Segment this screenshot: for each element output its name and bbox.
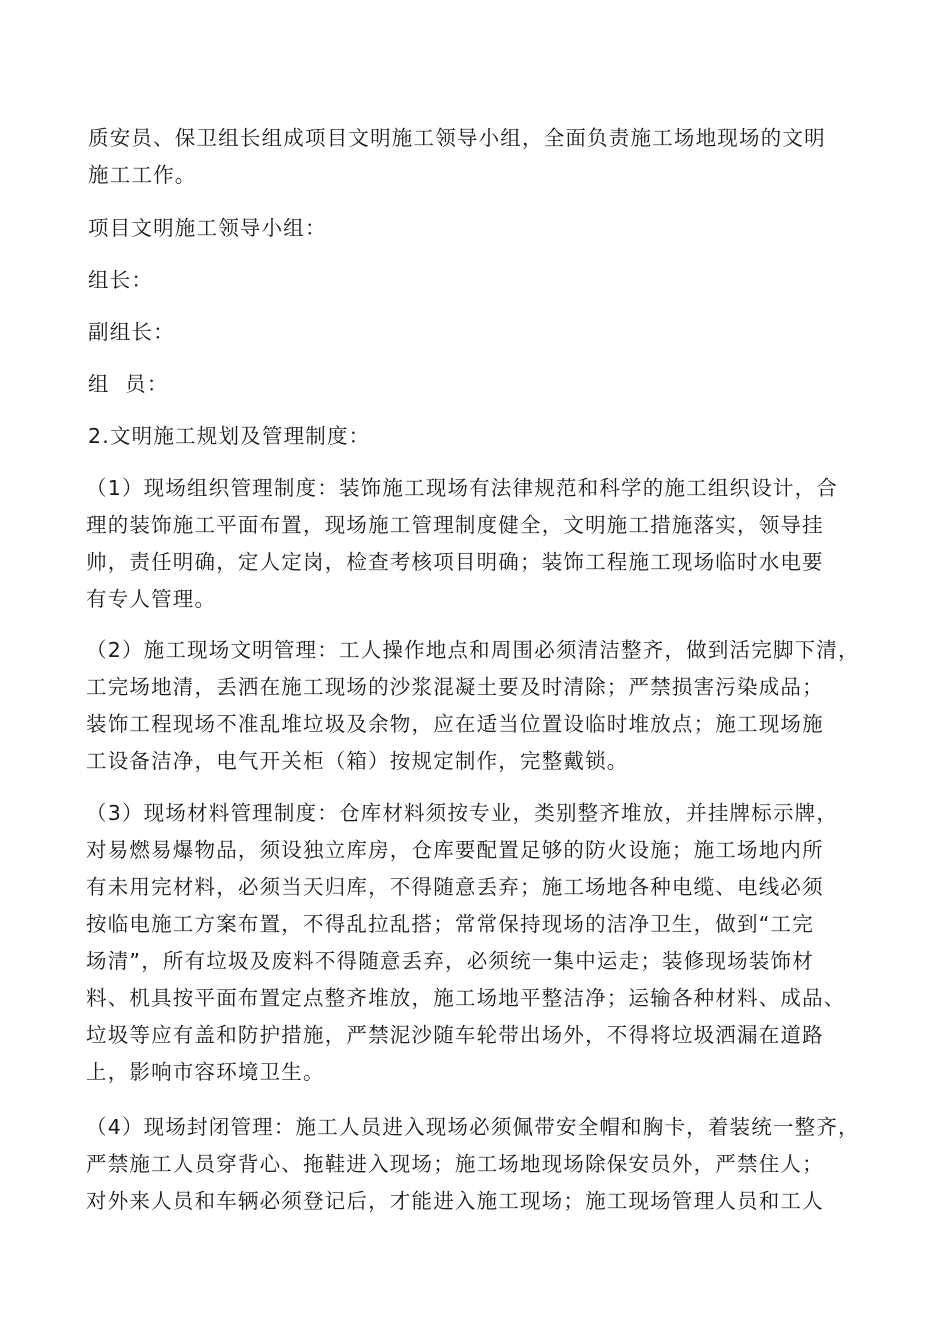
- text-line: 质安员、保卫组长组成项目文明施工领导小组，全面负责施工场地现场的文明: [88, 126, 826, 150]
- text-line: 上，影响市容环境卫生。: [86, 1060, 325, 1084]
- paragraph-rule-4: [86, 1109, 876, 1220]
- text-line: 按临电施工方案布置，不得乱拉乱搭；常常保持现场的洁净卫生，做到“工完: [86, 912, 814, 936]
- paragraph-rule-1: [86, 470, 876, 618]
- text-line: （1）现场组织管理制度：装饰施工现场有法律规范和科学的施工组织设计，合: [86, 476, 839, 500]
- text-line: 装饰工程现场不准乱堆垃圾及余物，应在适当位置设临时堆放点；施工现场施: [86, 712, 824, 736]
- text-line: （2）施工现场文明管理：工人操作地点和周围必须清洁整齐，做到活完脚下清，: [86, 638, 860, 662]
- paragraph-leadership-group-title: [88, 210, 878, 247]
- text-line: 组长：: [88, 268, 154, 292]
- text-line: 项目文明施工领导小组：: [88, 216, 327, 240]
- text-line: （4）现场封闭管理：施工人员进入现场必须佩带安全帽和胸卡，着装统一整齐，: [86, 1115, 860, 1139]
- text-line: 对易燃易爆物品，须设独立库房，仓库要配置足够的防火设施；施工场地内所: [86, 838, 824, 862]
- text-line: （3）现场材料管理制度：仓库材料须按专业，类别整齐堆放，并挂牌标示牌，: [86, 801, 839, 825]
- paragraph-members: [88, 366, 878, 403]
- text-line: 对外来人员和车辆必须登记后，才能进入施工现场；施工现场管理人员和工人: [86, 1189, 824, 1213]
- paragraph-rule-3: [86, 795, 876, 1091]
- text-line: 组 员：: [88, 372, 169, 396]
- text-line: 有专人管理。: [86, 587, 217, 611]
- text-line: 场清”，所有垃圾及废料不得随意丢弃，必须统一集中运走；装修现场装饰材: [86, 949, 814, 973]
- paragraph-deputy-leader: [88, 314, 878, 351]
- text-line: 严禁施工人员穿背心、拖鞋进入现场；施工场地现场除保安员外，严禁住人；: [86, 1152, 824, 1176]
- section-heading: [88, 418, 878, 455]
- text-line: 垃圾等应有盖和防护措施，严禁泥沙随车轮带出场外，不得将垃圾洒漏在道路: [86, 1023, 824, 1047]
- text-line: 施工工作。: [88, 163, 197, 187]
- paragraph-leadership-intro: [88, 120, 878, 194]
- paragraph-rule-2: [86, 632, 876, 780]
- text-line: 有未用完材料，必须当天归库，不得随意丢弃；施工场地各种电缆、电线必须: [86, 875, 824, 899]
- text-line: 帅，责任明确，定人定岗，检查考核项目明确；装饰工程施工现场临时水电要: [86, 550, 824, 574]
- text-line: 理的装饰施工平面布置，现场施工管理制度健全，文明施工措施落实，领导挂: [86, 513, 824, 537]
- paragraph-group-leader: [88, 262, 878, 299]
- text-line: 工设备洁净，电气开关柜（箱）按规定制作，完整戴锁。: [86, 749, 629, 773]
- text-line: 副组长：: [88, 320, 175, 344]
- text-line: 料、机具按平面布置定点整齐堆放，施工场地平整洁净；运输各种材料、成品、: [86, 986, 846, 1010]
- text-line: 2.文明施工规划及管理制度：: [88, 424, 371, 448]
- text-line: 工完场地清，丢洒在施工现场的沙浆混凝土要及时清除；严禁损害污染成品；: [86, 675, 824, 699]
